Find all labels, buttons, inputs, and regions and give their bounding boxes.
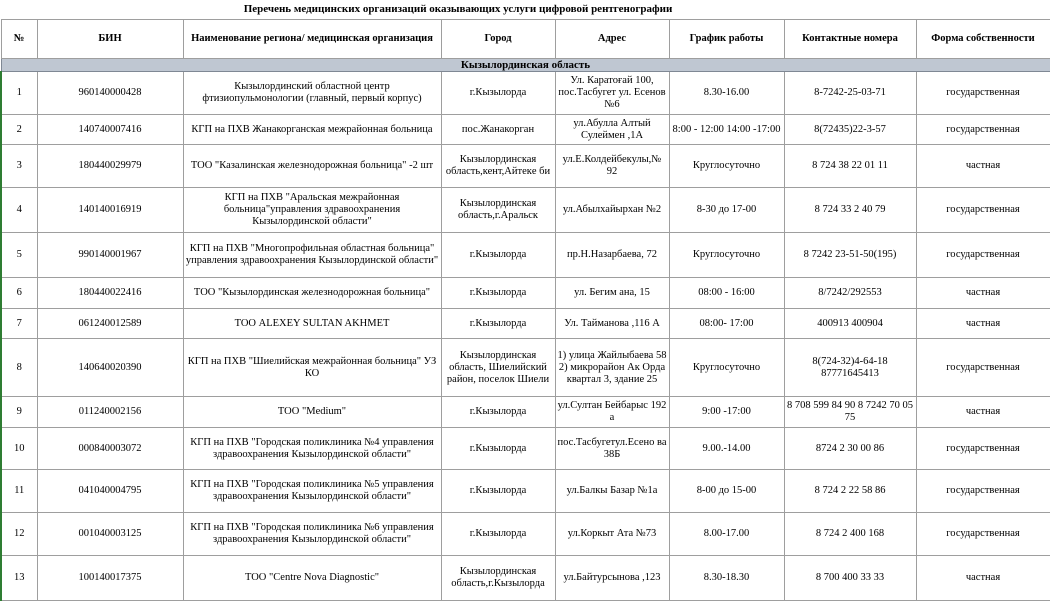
cell-contacts[interactable]: 8 724 2 400 168	[784, 513, 916, 556]
cell-num[interactable]: 2	[1, 115, 37, 145]
table-row	[1, 115, 1050, 145]
cell-bin[interactable]: 140640020390	[37, 339, 183, 397]
header-contacts[interactable]: Контактные номера	[784, 20, 916, 59]
cell-ownership[interactable]: государственная	[916, 233, 1050, 278]
cell-contacts[interactable]: 8 708 599 84 90 8 7242 70 05 75	[784, 397, 916, 428]
cell-bin[interactable]: 041040004795	[37, 470, 183, 513]
cell-contacts[interactable]: 8-7242-25-03-71	[784, 72, 916, 115]
cell-num[interactable]: 8	[1, 339, 37, 397]
cell-city[interactable]: г.Кызылорда	[441, 309, 555, 339]
table-row	[1, 339, 1050, 397]
cell-city[interactable]: Кызылординская область,г.Аральск	[441, 188, 555, 233]
cell-ownership[interactable]: государственная	[916, 115, 1050, 145]
cell-city[interactable]: г.Кызылорда	[441, 428, 555, 470]
cell-num[interactable]: 5	[1, 233, 37, 278]
cell-schedule[interactable]: Круглосуточно	[669, 145, 784, 188]
cell-bin[interactable]: 100140017375	[37, 556, 183, 601]
cell-schedule[interactable]: 8.30-16.00	[669, 72, 784, 115]
cell-num[interactable]: 4	[1, 188, 37, 233]
cell-schedule[interactable]: 9:00 -17:00	[669, 397, 784, 428]
cell-name[interactable]: ТОО ALEXEY SULTAN AKHMET	[183, 309, 441, 339]
cell-ownership[interactable]: частная	[916, 278, 1050, 309]
cell-name[interactable]: КГП на ПХВ Жанакорганская межрайонная больница	[183, 115, 441, 145]
cell-ownership[interactable]: частная	[916, 309, 1050, 339]
cell-city[interactable]: пос.Жанакорган	[441, 115, 555, 145]
cell-num[interactable]: 9	[1, 397, 37, 428]
cell-name[interactable]: КГП на ПХВ "Шиелийская межрайонная больница" УЗ КО	[183, 339, 441, 397]
cell-ownership[interactable]: частная	[916, 397, 1050, 428]
cell-schedule[interactable]: 08:00- 17:00	[669, 309, 784, 339]
cell-city[interactable]: Кызылординская область,г.Кызылорда	[441, 556, 555, 601]
cell-address[interactable]: ул.Е.Колдейбекулы,№ 92	[555, 145, 669, 188]
header-num[interactable]: №	[1, 20, 37, 59]
cell-city[interactable]: г.Кызылорда	[441, 470, 555, 513]
cell-address[interactable]: пос.Тасбугетул.Есено ва 38Б	[555, 428, 669, 470]
cell-contacts[interactable]: 8 724 2 22 58 86	[784, 470, 916, 513]
cell-city[interactable]: г.Кызылорда	[441, 397, 555, 428]
table-row	[1, 309, 1050, 339]
cell-schedule[interactable]: 8.30-18.30	[669, 556, 784, 601]
table-row	[1, 397, 1050, 428]
cell-bin[interactable]: 180440022416	[37, 278, 183, 309]
cell-ownership[interactable]: частная	[916, 145, 1050, 188]
cell-schedule[interactable]: Круглосуточно	[669, 233, 784, 278]
cell-name[interactable]: КГП на ПХВ "Многопрофильная областная больница" управления здравоохранения Кызылординской области"	[183, 233, 441, 278]
cell-name[interactable]: КГП на ПХВ "Аральская межрайонная больница"управления здравоохранения Кызылординской области"	[183, 188, 441, 233]
cell-bin[interactable]: 061240012589	[37, 309, 183, 339]
cell-address[interactable]: пр.Н.Назарбаева, 72	[555, 233, 669, 278]
cell-schedule[interactable]: 8-00 до 15-00	[669, 470, 784, 513]
organizations-table	[0, 19, 1050, 601]
cell-num[interactable]: 13	[1, 556, 37, 601]
region-cell[interactable]: Кызылординская область	[1, 59, 1050, 72]
cell-bin[interactable]: 000840003072	[37, 428, 183, 470]
header-schedule[interactable]: График работы	[669, 20, 784, 59]
table-row	[1, 188, 1050, 233]
cell-bin[interactable]: 140140016919	[37, 188, 183, 233]
cell-name[interactable]: КГП на ПХВ "Городская поликлиника №6 управления здравоохранения Кызылординской области"	[183, 513, 441, 556]
cell-address[interactable]: Ул. Тайманова ,116 А	[555, 309, 669, 339]
cell-contacts[interactable]: 8(724-32)4-64-18 87771645413	[784, 339, 916, 397]
cell-num[interactable]: 12	[1, 513, 37, 556]
cell-name[interactable]: КГП на ПХВ "Городская поликлиника №5 управления здравоохранения Кызылординской области"	[183, 470, 441, 513]
cell-num[interactable]: 11	[1, 470, 37, 513]
cell-bin[interactable]: 001040003125	[37, 513, 183, 556]
table-row	[1, 145, 1050, 188]
cell-city[interactable]: г.Кызылорда	[441, 513, 555, 556]
cell-address[interactable]: ул.Балкы Базар №1а	[555, 470, 669, 513]
table-row	[1, 428, 1050, 470]
header-address[interactable]: Адрес	[555, 20, 669, 59]
header-name[interactable]: Наименование региона/ медицинская организация	[183, 20, 441, 59]
cell-ownership[interactable]: государственная	[916, 339, 1050, 397]
cell-ownership[interactable]: государственная	[916, 72, 1050, 115]
header-city[interactable]: Город	[441, 20, 555, 59]
cell-name[interactable]: ТОО "Кызылординская железнодорожная больница"	[183, 278, 441, 309]
cell-address[interactable]: ул.Султан Бейбарыс 192 а	[555, 397, 669, 428]
header-ownership[interactable]: Форма собственности	[916, 20, 1050, 59]
cell-city[interactable]: Кызылординская область,кент,Айтекe би	[441, 145, 555, 188]
cell-city[interactable]: г.Кызылорда	[441, 278, 555, 309]
region-row	[1, 59, 1050, 72]
cell-contacts[interactable]: 8 724 33 2 40 79	[784, 188, 916, 233]
cell-address[interactable]: Ул. Каратоғай 100, пос.Тасбугет ул. Есенов №6	[555, 72, 669, 115]
cell-contacts[interactable]: 8 700 400 33 33	[784, 556, 916, 601]
table-row	[1, 72, 1050, 115]
cell-schedule[interactable]: 8-30 до 17-00	[669, 188, 784, 233]
cell-ownership[interactable]: государственная	[916, 513, 1050, 556]
cell-contacts[interactable]: 400913 400904	[784, 309, 916, 339]
cell-name[interactable]: ТОО "Centre Nova Diagnostic"	[183, 556, 441, 601]
cell-address[interactable]: ул.Абулла Алтый Сулеймен ,1А	[555, 115, 669, 145]
cell-ownership[interactable]: частная	[916, 556, 1050, 601]
cell-ownership[interactable]: государственная	[916, 470, 1050, 513]
cell-address[interactable]: 1) улица Жайлыбаева 58 2) микрорайон Ак Орда квартал 3, здание 25	[555, 339, 669, 397]
cell-schedule[interactable]: 08:00 - 16:00	[669, 278, 784, 309]
sheet-title: Перечень медицинских организаций оказывающих услуги цифровой рентгенографии	[243, 3, 673, 15]
cell-address[interactable]: ул.Абылхайырхан №2	[555, 188, 669, 233]
header-bin[interactable]: БИН	[37, 20, 183, 59]
cell-num[interactable]: 7	[1, 309, 37, 339]
cell-city[interactable]: Кызылординская область, Шиелийский район, поселок Шиели	[441, 339, 555, 397]
cell-ownership[interactable]: государственная	[916, 188, 1050, 233]
header-row	[1, 20, 1050, 59]
table-row	[1, 470, 1050, 513]
cell-address[interactable]: ул.Коркыт Ата №73	[555, 513, 669, 556]
cell-schedule[interactable]: 8:00 - 12:00 14:00 -17:00	[669, 115, 784, 145]
cell-contacts[interactable]: 8 724 38 22 01 11	[784, 145, 916, 188]
cell-bin[interactable]: 011240002156	[37, 397, 183, 428]
cell-contacts[interactable]: 8724 2 30 00 86	[784, 428, 916, 470]
cell-schedule[interactable]: 9.00.-14.00	[669, 428, 784, 470]
table-row	[1, 278, 1050, 309]
cell-bin[interactable]: 990140001967	[37, 233, 183, 278]
cell-num[interactable]: 6	[1, 278, 37, 309]
table-row	[1, 233, 1050, 278]
cell-num[interactable]: 1	[1, 72, 37, 115]
cell-bin[interactable]: 180440029979	[37, 145, 183, 188]
cell-schedule[interactable]: Круглосуточно	[669, 339, 784, 397]
cell-city[interactable]: г.Кызылорда	[441, 233, 555, 278]
cell-bin[interactable]: 140740007416	[37, 115, 183, 145]
cell-bin[interactable]: 960140000428	[37, 72, 183, 115]
cell-address[interactable]: ул.Байтурсынова ,123	[555, 556, 669, 601]
cell-address[interactable]: ул. Бегим ана, 15	[555, 278, 669, 309]
cell-name[interactable]: КГП на ПХВ "Городская поликлиника №4 управления здравоохранения Кызылординской области"	[183, 428, 441, 470]
cell-schedule[interactable]: 8.00-17.00	[669, 513, 784, 556]
cell-name[interactable]: ТОО "Казалинская железнодорожная больница" -2 шт	[183, 145, 441, 188]
cell-ownership[interactable]: государственная	[916, 428, 1050, 470]
cell-city[interactable]: г.Кызылорда	[441, 72, 555, 115]
cell-contacts[interactable]: 8/7242/292553	[784, 278, 916, 309]
cell-num[interactable]: 3	[1, 145, 37, 188]
cell-contacts[interactable]: 8 7242 23-51-50(195)	[784, 233, 916, 278]
table-row	[1, 513, 1050, 556]
cell-num[interactable]: 10	[1, 428, 37, 470]
table-row	[1, 556, 1050, 601]
cell-name[interactable]: ТОО "Medium"	[183, 397, 441, 428]
cell-name[interactable]: Кызылординский областной центр фтизиопульмонологии (главный, первый корпус)	[183, 72, 441, 115]
cell-contacts[interactable]: 8(72435)22-3-57	[784, 115, 916, 145]
